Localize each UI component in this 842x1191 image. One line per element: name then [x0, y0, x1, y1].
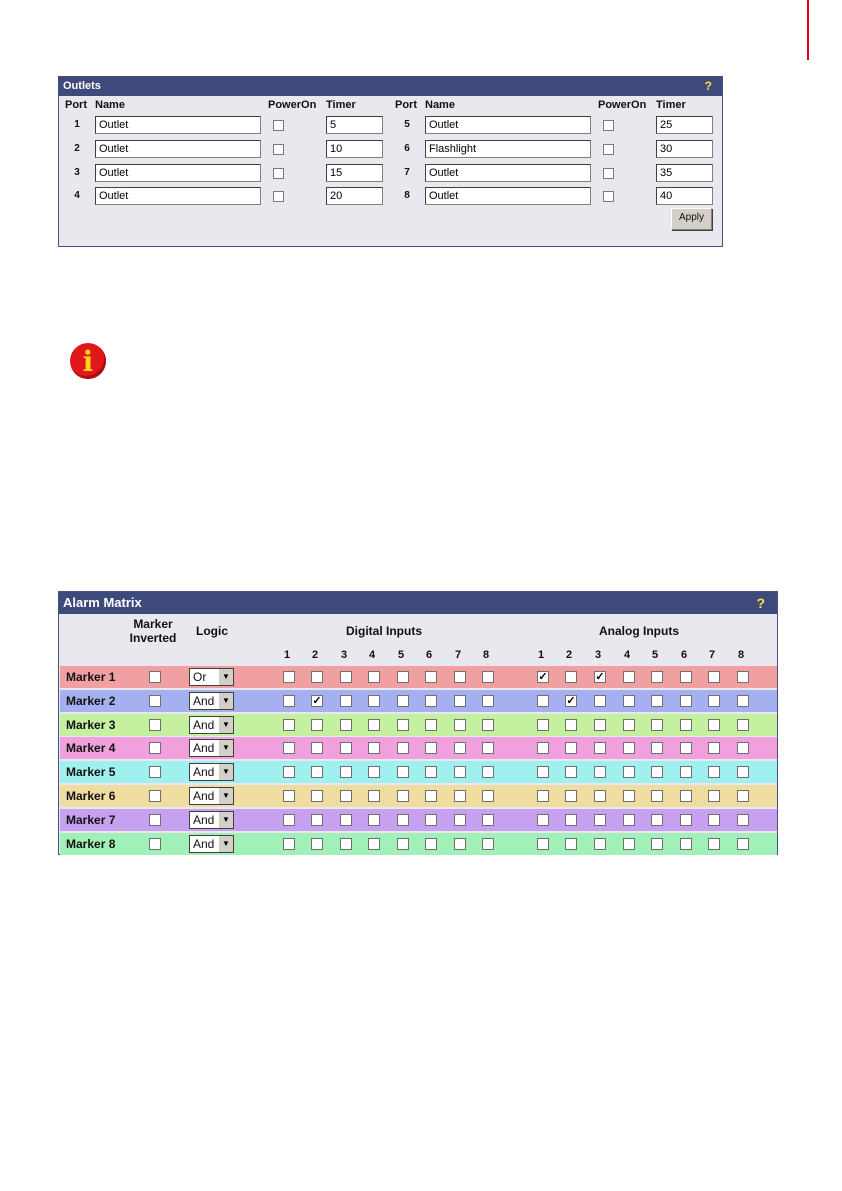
digital-input-checkbox[interactable]	[482, 838, 494, 850]
chevron-down-icon[interactable]: ▼	[218, 812, 233, 828]
marker-label: Marker 1	[66, 670, 116, 684]
chevron-down-icon[interactable]: ▼	[218, 693, 233, 709]
analog-input-number: 5	[651, 649, 659, 661]
digital-input-checkbox[interactable]	[482, 695, 494, 707]
digital-input-checkbox[interactable]	[311, 790, 323, 802]
marker-row	[60, 690, 777, 712]
marker-label: Marker 3	[66, 717, 116, 732]
analog-input-checkbox[interactable]: ✓	[595, 671, 605, 683]
digital-input-checkbox[interactable]	[425, 695, 437, 707]
analog-input-checkbox[interactable]	[708, 790, 720, 802]
logic-value: And	[193, 836, 215, 851]
chevron-down-icon[interactable]: ▼	[218, 669, 233, 685]
analog-input-checkbox[interactable]	[537, 838, 549, 850]
digital-input-number: 8	[482, 649, 490, 661]
analog-input-checkbox[interactable]	[708, 742, 720, 754]
analog-input-checkbox[interactable]	[737, 838, 749, 850]
digital-input-number: 4	[368, 649, 376, 661]
digital-input-checkbox[interactable]	[311, 766, 323, 778]
poweron-checkbox[interactable]	[603, 120, 614, 131]
analog-input-checkbox[interactable]	[565, 671, 577, 683]
analog-input-checkbox[interactable]	[623, 742, 635, 754]
marker-inverted-checkbox[interactable]	[149, 766, 161, 778]
digital-input-checkbox[interactable]	[454, 814, 466, 826]
analog-input-checkbox[interactable]	[737, 742, 749, 754]
marker-label: Marker 2	[66, 693, 116, 708]
marker-row	[60, 666, 777, 688]
analog-input-checkbox[interactable]	[737, 719, 749, 731]
digital-input-checkbox[interactable]	[482, 742, 494, 754]
alarm-matrix-title: Alarm Matrix	[63, 595, 142, 610]
analog-input-checkbox[interactable]	[623, 814, 635, 826]
chevron-down-icon[interactable]: ▼	[218, 788, 233, 804]
logic-select[interactable]	[189, 739, 234, 757]
outlet-name-input[interactable]	[425, 164, 591, 182]
digital-input-checkbox[interactable]	[283, 766, 295, 778]
digital-input-checkbox[interactable]	[368, 838, 380, 850]
digital-input-checkbox[interactable]	[482, 814, 494, 826]
logic-value: And	[193, 693, 215, 708]
analog-input-checkbox[interactable]	[651, 671, 663, 683]
analog-input-checkbox[interactable]	[651, 719, 663, 731]
alarm-matrix-panel	[58, 591, 778, 855]
marker-inverted-line2: Inverted	[129, 631, 177, 645]
digital-input-checkbox[interactable]	[311, 742, 323, 754]
analog-input-checkbox[interactable]	[680, 742, 692, 754]
digital-input-checkbox[interactable]	[283, 719, 295, 731]
digital-input-checkbox[interactable]	[368, 719, 380, 731]
logic-select[interactable]	[189, 716, 234, 734]
digital-input-checkbox[interactable]: ✓	[312, 694, 322, 707]
digital-input-checkbox[interactable]	[454, 719, 466, 731]
analog-input-number: 3	[594, 649, 602, 661]
logic-value: Or	[193, 670, 207, 684]
timer-input[interactable]	[656, 116, 713, 134]
outlet-name-input[interactable]	[425, 116, 591, 134]
digital-input-checkbox[interactable]	[311, 671, 323, 683]
port-number: 3	[74, 167, 80, 178]
timer-input[interactable]	[326, 116, 383, 134]
digital-input-checkbox[interactable]	[397, 671, 409, 683]
analog-input-number: 7	[708, 649, 716, 661]
digital-input-checkbox[interactable]	[368, 695, 380, 707]
analog-input-checkbox[interactable]	[594, 695, 606, 707]
digital-input-checkbox[interactable]	[283, 790, 295, 802]
marker-row	[60, 737, 777, 759]
analog-input-checkbox[interactable]	[708, 766, 720, 778]
digital-input-checkbox[interactable]	[482, 719, 494, 731]
digital-input-number: 7	[454, 649, 462, 661]
digital-input-checkbox[interactable]	[425, 838, 437, 850]
marker-label: Marker 4	[66, 741, 116, 756]
digital-input-checkbox[interactable]	[425, 790, 437, 802]
name-header: Name	[95, 99, 125, 111]
help-icon[interactable]: ?	[704, 79, 712, 93]
timer-input[interactable]	[326, 164, 383, 182]
marker-inverted-checkbox[interactable]	[149, 742, 161, 754]
marker-inverted-checkbox[interactable]	[149, 838, 161, 850]
logic-select[interactable]	[189, 811, 234, 829]
analog-input-checkbox[interactable]	[623, 719, 635, 731]
digital-input-checkbox[interactable]	[283, 671, 295, 683]
port-header: Port	[65, 99, 87, 111]
analog-input-number: 2	[565, 649, 573, 661]
digital-input-checkbox[interactable]	[454, 671, 466, 683]
outlets-title-bar	[59, 77, 722, 96]
digital-input-checkbox[interactable]	[283, 742, 295, 754]
logic-select[interactable]	[189, 668, 234, 686]
analog-input-checkbox[interactable]	[565, 742, 577, 754]
digital-input-number: 2	[311, 649, 319, 661]
digital-input-checkbox[interactable]	[425, 766, 437, 778]
analog-input-checkbox[interactable]: ✓	[538, 671, 548, 683]
analog-input-checkbox[interactable]	[651, 695, 663, 707]
analog-input-checkbox[interactable]	[594, 838, 606, 850]
analog-input-checkbox[interactable]	[651, 790, 663, 802]
outlet-name-input[interactable]	[425, 187, 591, 205]
timer-header: Timer	[326, 99, 356, 111]
analog-input-number: 4	[623, 649, 631, 661]
analog-input-checkbox[interactable]	[537, 814, 549, 826]
digital-input-checkbox[interactable]	[368, 742, 380, 754]
analog-input-checkbox[interactable]	[565, 766, 577, 778]
marker-inverted-checkbox[interactable]	[149, 695, 161, 707]
marker-label: Marker 6	[66, 789, 116, 803]
analog-input-number: 1	[537, 649, 545, 661]
digital-input-checkbox[interactable]	[340, 695, 352, 707]
name-header-2: Name	[425, 99, 455, 111]
page-edge-line	[807, 0, 809, 60]
timer-input[interactable]	[326, 187, 383, 205]
digital-input-checkbox[interactable]	[397, 695, 409, 707]
analog-input-checkbox[interactable]	[537, 695, 549, 707]
marker-inverted-checkbox[interactable]	[149, 719, 161, 731]
analog-input-checkbox[interactable]	[594, 719, 606, 731]
logic-value: And	[193, 812, 215, 827]
analog-input-checkbox[interactable]	[565, 790, 577, 802]
poweron-checkbox[interactable]	[603, 191, 614, 202]
port-number: 4	[74, 190, 80, 201]
analog-input-checkbox[interactable]	[594, 766, 606, 778]
digital-input-checkbox[interactable]	[425, 671, 437, 683]
marker-row	[60, 833, 777, 855]
digital-input-checkbox[interactable]	[425, 742, 437, 754]
chevron-down-icon[interactable]: ▼	[218, 836, 233, 852]
outlet-name-input[interactable]	[95, 187, 261, 205]
marker-inverted-line1: Marker	[133, 617, 173, 631]
digital-input-checkbox[interactable]	[340, 790, 352, 802]
alarm-matrix-title-bar	[59, 592, 777, 614]
analog-input-checkbox[interactable]	[537, 766, 549, 778]
logic-select[interactable]	[189, 787, 234, 805]
analog-input-checkbox[interactable]	[680, 671, 692, 683]
port-number: 6	[404, 143, 410, 154]
marker-label: Marker 7	[66, 812, 116, 827]
info-icon	[70, 343, 106, 379]
analog-input-checkbox[interactable]	[594, 742, 606, 754]
marker-inverted-checkbox[interactable]	[149, 790, 161, 802]
marker-inverted-header	[123, 617, 183, 645]
digital-input-checkbox[interactable]	[425, 814, 437, 826]
analog-input-checkbox[interactable]	[680, 814, 692, 826]
analog-input-checkbox[interactable]	[680, 838, 692, 850]
analog-input-checkbox[interactable]	[708, 671, 720, 683]
analog-input-checkbox[interactable]: ✓	[566, 694, 576, 707]
marker-row	[60, 761, 777, 783]
analog-input-checkbox[interactable]	[680, 719, 692, 731]
analog-input-checkbox[interactable]	[537, 719, 549, 731]
analog-input-checkbox[interactable]	[537, 742, 549, 754]
digital-input-checkbox[interactable]	[397, 742, 409, 754]
analog-input-number: 8	[737, 649, 745, 661]
digital-input-number: 5	[397, 649, 405, 661]
analog-input-checkbox[interactable]	[708, 719, 720, 731]
digital-input-checkbox[interactable]	[283, 838, 295, 850]
digital-input-checkbox[interactable]	[340, 719, 352, 731]
chevron-down-icon[interactable]: ▼	[218, 717, 233, 733]
marker-inverted-checkbox[interactable]	[149, 814, 161, 826]
port-number: 8	[404, 190, 410, 201]
analog-input-checkbox[interactable]	[565, 719, 577, 731]
digital-input-checkbox[interactable]	[368, 814, 380, 826]
port-number: 2	[74, 143, 80, 154]
digital-input-checkbox[interactable]	[454, 766, 466, 778]
logic-header: Logic	[196, 624, 228, 638]
timer-input[interactable]	[326, 140, 383, 158]
logic-value: And	[193, 789, 215, 803]
digital-input-checkbox[interactable]	[283, 814, 295, 826]
analog-input-checkbox[interactable]	[680, 790, 692, 802]
analog-input-checkbox[interactable]	[651, 838, 663, 850]
marker-row	[60, 785, 777, 807]
digital-input-checkbox[interactable]	[340, 742, 352, 754]
analog-input-checkbox[interactable]	[623, 695, 635, 707]
poweron-checkbox[interactable]	[273, 120, 284, 131]
digital-input-checkbox[interactable]	[454, 790, 466, 802]
info-glyph: i	[82, 345, 94, 378]
port-header-2: Port	[395, 99, 417, 111]
digital-input-checkbox[interactable]	[397, 719, 409, 731]
analog-input-checkbox[interactable]	[594, 814, 606, 826]
analog-input-checkbox[interactable]	[565, 838, 577, 850]
digital-input-checkbox[interactable]	[482, 671, 494, 683]
analog-input-checkbox[interactable]	[623, 671, 635, 683]
analog-input-checkbox[interactable]	[623, 838, 635, 850]
digital-input-number: 1	[283, 649, 291, 661]
digital-input-checkbox[interactable]	[397, 838, 409, 850]
analog-input-checkbox[interactable]	[651, 742, 663, 754]
analog-input-checkbox[interactable]	[737, 671, 749, 683]
logic-select[interactable]	[189, 835, 234, 853]
marker-row	[60, 714, 777, 736]
analog-input-checkbox[interactable]	[708, 695, 720, 707]
help-icon[interactable]: ?	[756, 595, 765, 611]
digital-input-checkbox[interactable]	[397, 766, 409, 778]
logic-select[interactable]	[189, 692, 234, 710]
poweron-header-2: PowerOn	[598, 99, 647, 111]
digital-input-number: 3	[340, 649, 348, 661]
outlet-name-input[interactable]	[95, 116, 261, 134]
analog-input-checkbox[interactable]	[537, 790, 549, 802]
digital-input-checkbox[interactable]	[311, 814, 323, 826]
chevron-down-icon[interactable]: ▼	[218, 740, 233, 756]
poweron-header: PowerOn	[268, 99, 317, 111]
timer-input[interactable]	[656, 140, 713, 158]
digital-input-checkbox[interactable]	[368, 790, 380, 802]
timer-input[interactable]	[656, 187, 713, 205]
port-number: 7	[404, 167, 410, 178]
digital-input-checkbox[interactable]	[454, 742, 466, 754]
logic-select[interactable]	[189, 763, 234, 781]
marker-row	[60, 809, 777, 831]
digital-input-checkbox[interactable]	[454, 695, 466, 707]
analog-input-checkbox[interactable]	[708, 814, 720, 826]
analog-input-checkbox[interactable]	[737, 766, 749, 778]
analog-input-checkbox[interactable]	[565, 814, 577, 826]
poweron-checkbox[interactable]	[603, 144, 614, 155]
port-number: 1	[74, 119, 80, 130]
digital-input-checkbox[interactable]	[311, 719, 323, 731]
analog-input-checkbox[interactable]	[737, 695, 749, 707]
marker-inverted-checkbox[interactable]	[149, 671, 161, 683]
analog-input-checkbox[interactable]	[623, 790, 635, 802]
digital-input-checkbox[interactable]	[368, 766, 380, 778]
outlet-name-input[interactable]	[95, 140, 261, 158]
digital-input-checkbox[interactable]	[340, 671, 352, 683]
digital-input-checkbox[interactable]	[368, 671, 380, 683]
analog-input-checkbox[interactable]	[680, 766, 692, 778]
digital-input-checkbox[interactable]	[397, 814, 409, 826]
analog-input-checkbox[interactable]	[651, 766, 663, 778]
chevron-down-icon[interactable]: ▼	[218, 764, 233, 780]
analog-input-checkbox[interactable]	[680, 695, 692, 707]
digital-input-checkbox[interactable]	[340, 814, 352, 826]
digital-input-checkbox[interactable]	[283, 695, 295, 707]
analog-input-checkbox[interactable]	[651, 814, 663, 826]
digital-input-checkbox[interactable]	[482, 790, 494, 802]
poweron-checkbox[interactable]	[603, 168, 614, 179]
poweron-checkbox[interactable]	[273, 144, 284, 155]
logic-value: And	[193, 765, 215, 780]
marker-label: Marker 8	[66, 836, 116, 851]
apply-button[interactable]: Apply	[671, 208, 712, 230]
outlet-name-input[interactable]	[425, 140, 591, 158]
digital-input-checkbox[interactable]	[425, 719, 437, 731]
digital-input-checkbox[interactable]	[397, 790, 409, 802]
digital-input-checkbox[interactable]	[340, 838, 352, 850]
analog-input-checkbox[interactable]	[737, 814, 749, 826]
analog-input-checkbox[interactable]	[737, 790, 749, 802]
digital-input-checkbox[interactable]	[482, 766, 494, 778]
poweron-checkbox[interactable]	[273, 191, 284, 202]
analog-input-checkbox[interactable]	[623, 766, 635, 778]
outlets-title: Outlets	[63, 80, 101, 92]
digital-input-checkbox[interactable]	[454, 838, 466, 850]
poweron-checkbox[interactable]	[273, 168, 284, 179]
digital-input-checkbox[interactable]	[311, 838, 323, 850]
digital-inputs-header: Digital Inputs	[346, 624, 422, 638]
outlet-name-input[interactable]	[95, 164, 261, 182]
timer-header-2: Timer	[656, 99, 686, 111]
marker-label: Marker 5	[66, 765, 116, 780]
analog-input-number: 6	[680, 649, 688, 661]
logic-value: And	[193, 741, 215, 756]
digital-input-checkbox[interactable]	[340, 766, 352, 778]
logic-value: And	[193, 717, 215, 732]
analog-input-checkbox[interactable]	[708, 838, 720, 850]
analog-inputs-header: Analog Inputs	[599, 624, 679, 638]
port-number: 5	[404, 119, 410, 130]
digital-input-number: 6	[425, 649, 433, 661]
timer-input[interactable]	[656, 164, 713, 182]
analog-input-checkbox[interactable]	[594, 790, 606, 802]
outlets-panel	[58, 76, 723, 247]
